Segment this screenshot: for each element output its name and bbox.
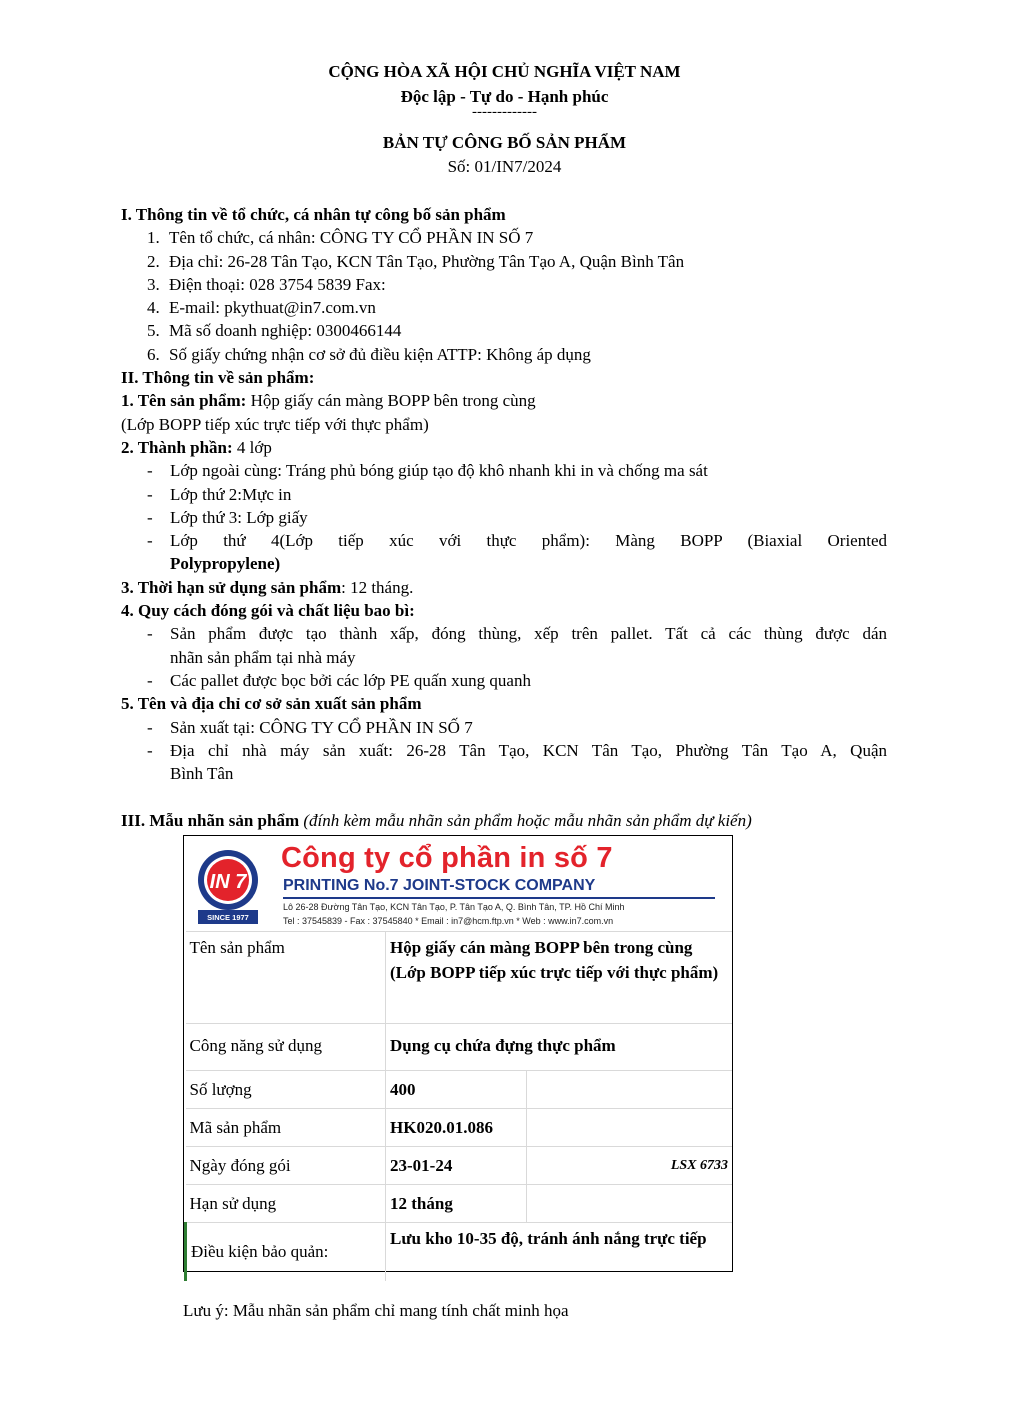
row-value: 23-01-24 <box>386 1147 527 1185</box>
disclaimer-note: Lưu ý: Mẫu nhãn sản phẩm chỉ mang tính chất minh họa <box>183 1301 569 1320</box>
composition-item: - Lớp thứ 3: Lớp giấy <box>147 507 308 527</box>
document-title: BẢN TỰ CÔNG BỐ SẢN PHẨM <box>382 133 627 152</box>
label-table <box>184 931 732 1281</box>
section2-title: II. Thông tin về sản phẩm: <box>121 368 315 388</box>
lot-number: LSX 6733 <box>527 1147 733 1185</box>
packaging-title: 4. Quy cách đóng gói và chất liệu bao bì: <box>121 601 415 621</box>
company-name-vn: Công ty cổ phần in số 7 <box>281 842 613 874</box>
row-key: Tên sản phẩm <box>186 932 386 1024</box>
motto: Độc lập - Tự do - Hạnh phúc <box>400 87 609 106</box>
company-address: Lô 26-28 Đường Tân Tạo, KCN Tân Tạo, P. Tân Tạo A, Q. Bình Tân, TP. Hồ Chí Minh <box>283 902 625 912</box>
section1-item: 4. E-mail: pkythuat@in7.com.vn <box>147 298 376 318</box>
row-value: 12 tháng <box>386 1185 527 1223</box>
header-divider: ------------- <box>472 104 537 120</box>
manufacturer-item: - Địa chỉ nhà máy sản xuất: 26-28 Tân Tạo, KCN Tân Tạo, Phường Tân Tạo A, Quận Bình Tân <box>147 740 887 784</box>
row-value: 400 <box>386 1071 527 1109</box>
row-extra <box>527 1185 733 1223</box>
svg-text:IN 7: IN 7 <box>209 871 247 893</box>
section1-item: 5. Mã số doanh nghiệp: 0300466144 <box>147 321 402 341</box>
row-value: HK020.01.086 <box>386 1109 527 1147</box>
in7-logo-icon <box>196 848 260 926</box>
row-key: Điều kiện bảo quản: <box>186 1223 386 1281</box>
section1-title: I. Thông tin về tổ chức, cá nhân tự công bố sản phẩm <box>121 205 506 224</box>
row-value: Dụng cụ chứa đựng thực phẩm <box>386 1024 733 1071</box>
section1-item: 6. Số giấy chứng nhận cơ sở đủ điều kiện ATTP: Không áp dụng <box>147 344 591 364</box>
table-row <box>186 1185 733 1223</box>
label-header <box>184 836 732 931</box>
row-extra <box>527 1109 733 1147</box>
packaging-item: - Các pallet được bọc bởi các lớp PE quấn xung quanh <box>147 670 531 690</box>
row-key: Số lượng <box>186 1071 386 1109</box>
composition-item: - Lớp thứ 2:Mực in <box>147 484 292 504</box>
section1-item: 2. Địa chỉ: 26-28 Tân Tạo, KCN Tân Tạo, Phường Tân Tạo A, Quận Bình Tân <box>147 251 685 271</box>
company-name-en: PRINTING No.7 JOINT-STOCK COMPANY <box>283 877 596 894</box>
manufacturer-item: - Sản xuất tại: CÔNG TY CỔ PHẦN IN SỐ 7 <box>147 717 473 737</box>
svg-text:SINCE 1977: SINCE 1977 <box>207 913 249 922</box>
composition-item: - Lớp thứ 4(Lớp tiếp xúc với thực phẩm): Màng BOPP (Biaxial Oriented Polypropylene) <box>147 531 887 574</box>
company-contact: Tel : 37545839 - Fax : 37545840 * Email : in7@hcm.ftp.vn * Web : www.in7.com.vn <box>283 916 614 926</box>
composition-item: - Lớp ngoài cùng: Tráng phủ bóng giúp tạo độ khô nhanh khi in và chống ma sát <box>147 461 708 481</box>
row-value: Hộp giấy cán màng BOPP bên trong cùng (Lớp BOPP tiếp xúc trực tiếp với thực phẩm) <box>386 932 733 1024</box>
row-key: Công năng sử dụng <box>186 1024 386 1071</box>
country-heading: CỘNG HÒA XÃ HỘI CHỦ NGHĨA VIỆT NAM <box>328 62 681 81</box>
product-label-sample <box>183 835 733 1272</box>
section1-item: 1. Tên tổ chức, cá nhân: CÔNG TY CỔ PHẦN IN SỐ 7 <box>147 228 534 248</box>
row-key: Mã sản phẩm <box>186 1109 386 1147</box>
table-row <box>186 932 733 1024</box>
section3-title: III. Mẫu nhãn sản phẩm (đính kèm mẫu nhãn sản phẩm hoặc mẫu nhãn sản phẩm dự kiến) <box>121 811 752 830</box>
packaging-item: - Sản phẩm được tạo thành xấp, đóng thùng, xếp trên pallet. Tất cả các thùng được dán nhãn sản phẩm tại nhà máy <box>147 624 887 667</box>
row-value: Lưu kho 10-35 độ, tránh ánh nắng trực tiếp <box>386 1223 733 1281</box>
row-extra <box>527 1071 733 1109</box>
composition-line: 2. Thành phần: 4 lớp <box>121 437 272 457</box>
document-number: Số: 01/IN7/2024 <box>447 157 562 176</box>
table-row <box>186 1024 733 1071</box>
table-row <box>186 1223 733 1281</box>
shelf-life-line: 3. Thời hạn sử dụng sản phẩm: 12 tháng. <box>121 577 414 597</box>
product-name-note: (Lớp BOPP tiếp xúc trực tiếp với thực phẩm) <box>121 414 429 434</box>
table-row <box>186 1071 733 1109</box>
document-body <box>121 203 887 785</box>
table-row <box>186 1147 733 1185</box>
product-name-line: 1. Tên sản phẩm: Hộp giấy cán màng BOPP bên trong cùng <box>121 391 536 411</box>
header-rule <box>283 897 715 899</box>
row-key: Ngày đóng gói <box>186 1147 386 1185</box>
table-row <box>186 1109 733 1147</box>
section1-item: 3. Điện thoại: 028 3754 5839 Fax: <box>147 274 386 294</box>
row-key: Hạn sử dụng <box>186 1185 386 1223</box>
manufacturer-title: 5. Tên và địa chỉ cơ sở sản xuất sản phẩm <box>121 694 422 714</box>
